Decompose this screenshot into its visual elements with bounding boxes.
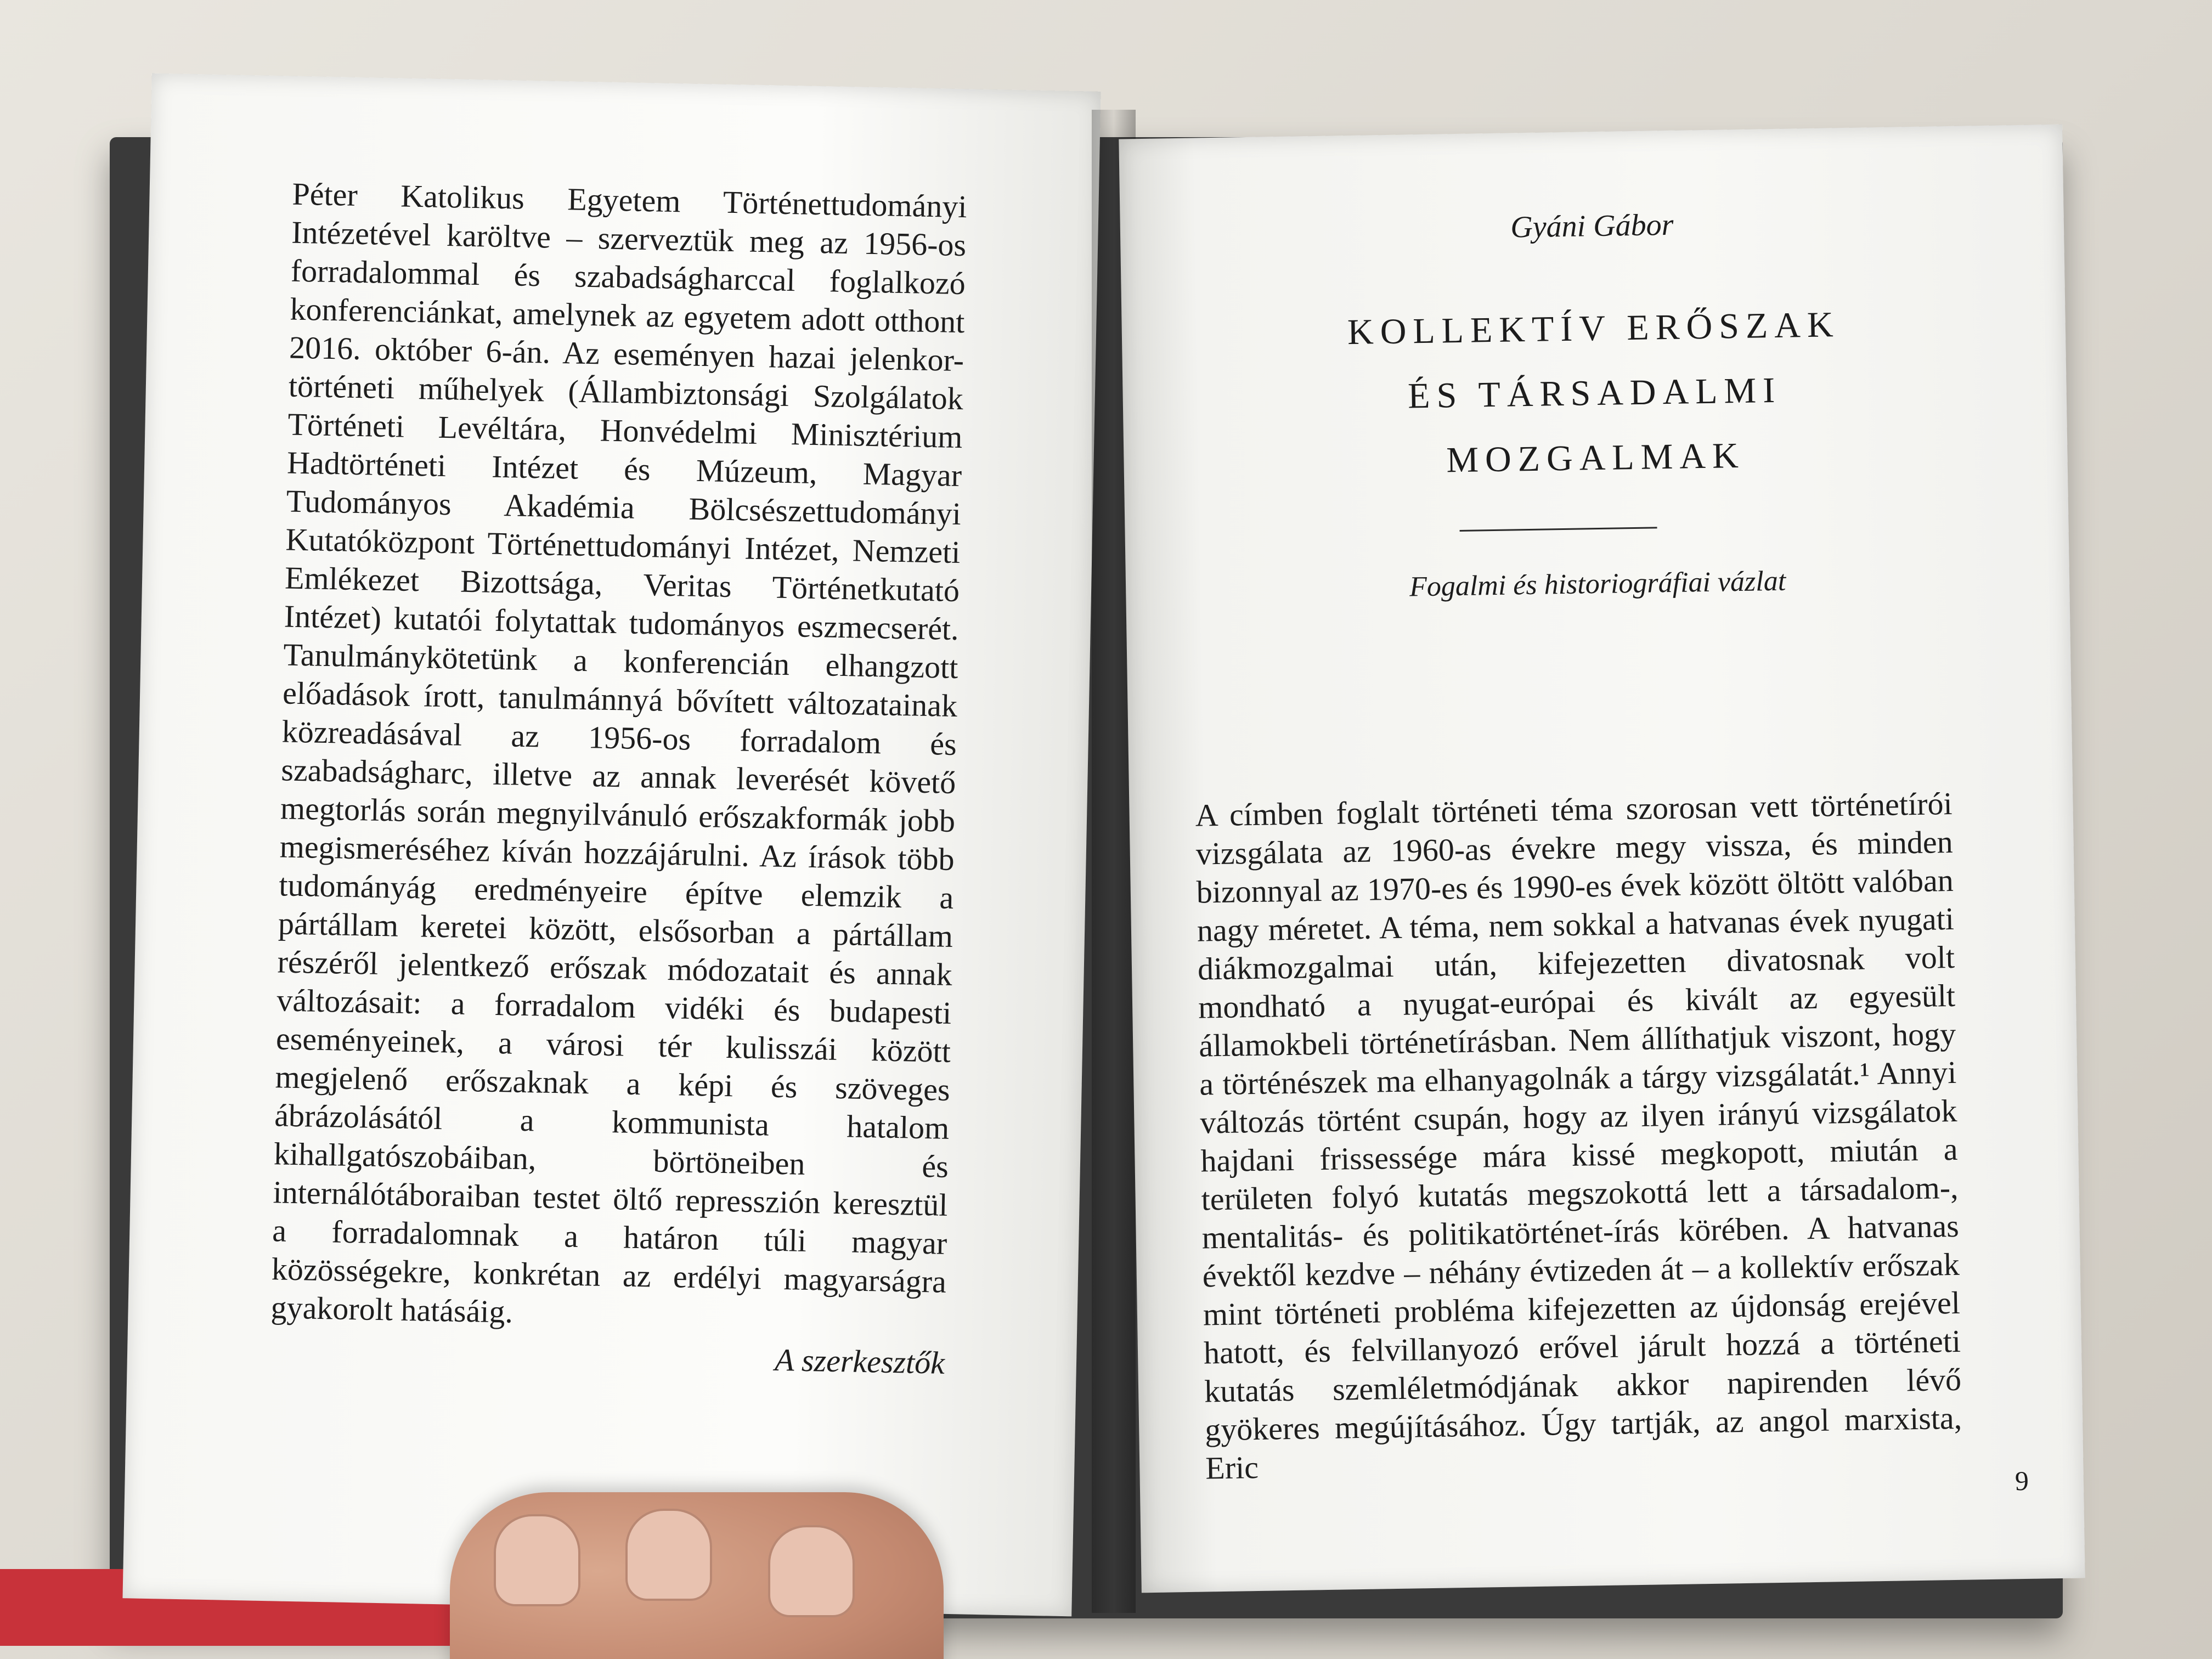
editors-signature: A szerkesztők xyxy=(774,1341,945,1381)
chapter-title-line-1: KOLLEKTÍV ERŐSZAK xyxy=(1347,304,1841,353)
left-page xyxy=(122,74,1101,1617)
page-number: 9 xyxy=(2015,1465,2029,1497)
right-page-text xyxy=(1195,785,1963,1488)
chapter-subtitle: Fogalmi és historiográfiai vázlat xyxy=(1409,565,1786,603)
fingernail xyxy=(768,1525,855,1617)
fingernail xyxy=(625,1509,712,1601)
left-page-paragraph: Péter Katolikus Egyetem Történettudományi Intézetével karöltve – szerveztük meg az 1956-os forradalommal és szabadságharccal foglalkozó konferenciánkat, amelynek az egyetem adott otthont 2016. október 6-án. Az eseményen hazai jelenkor-történeti műhelyek (Állambiztonsági Szolgálatok Történeti Levéltára, Honvédelmi Minisztérium Hadtörténeti Intézet és Múzeum, Magyar Tudományos Akadémia Bölcsészettudományi Kutatóközpont Történettudományi Intézet, Nemzeti Emlékezet Bizottsága, Veritas Történetkutató Intézet) kutatói folytattak tudományos eszmecserét. Tanulmánykötetünk a konferencián elhangzott előadások írott, tanulmánnyá bővített változatainak közreadásával az 1956-os forradalom és szabadságharc, illetve az annak leverését követő megtorlás során megnyilvánuló erőszakformák jobb megismeréséhez kíván hozzájárulni. Az írások több tudományág eredményeire építve elemzik a pártállam keretei között, elsősorban a pártállam részéről jelentkező erőszak módozatait és annak változásait: a forradalom vidéki és budapesti eseményeinek, a városi tér kulisszái között megjelenő erőszaknak a képi és szöveges ábrázolásától a kommunista hatalom kihallgatószobáiban, börtöneiben és internálótáboraiban testet öltő represszión keresztül a forradalomnak a határon túli magyar közösségekre, konkrétan az erdélyi magyarságra gyakorolt hatásáig. xyxy=(270,176,968,1330)
title-divider xyxy=(1460,527,1657,532)
right-page-paragraph: A címben foglalt történeti téma szorosan vett történetírói vizsgálata az 1960-as évekre megy vissza, és minden bizonnyal az 1970-es és 1990-es évek között öltött valóban nagy méretet. A téma, nem sokkal a hatvanas évek nyugati diákmozgalmai után, kifejezetten divatosnak volt mondható a nyugat-európai és kivált az egyesült államokbeli történetírásban. Nem állíthatjuk viszont, hogy a történészek ma elhanyagolnák a tárgy vizsgálatát.¹ Annyi változás történt csupán, hogy az ilyen irányú vizsgálatok hajdani frissessége mára kissé megkopott, miután a területen folyó kutatás megszokottá lett a társadalom-, mentalitás- és politikatörténet-írás körében. A hatvanas évektől kezdve – néhány évtizeden át – a kollektív erőszak mint történeti probléma kifejezetten az újdonság erejével hatott, és felvillanyozó erővel járult hozzá a történeti kutatás szemléletmódjának akkor napirenden lévő gyökeres megújításához. Úgy tartják, az angol marxista, Eric xyxy=(1195,785,1962,1486)
chapter-title-line-2: ÉS TÁRSADALMI xyxy=(1407,370,1782,416)
chapter-title xyxy=(1121,289,2068,498)
hand-fingers xyxy=(450,1492,944,1659)
chapter-title-line-3: MOZGALMAK xyxy=(1446,435,1746,481)
left-page-text xyxy=(270,175,968,1383)
right-page xyxy=(1119,125,2085,1593)
fingernail xyxy=(494,1514,580,1606)
chapter-author: Gyáni Gábor xyxy=(1510,207,1674,245)
